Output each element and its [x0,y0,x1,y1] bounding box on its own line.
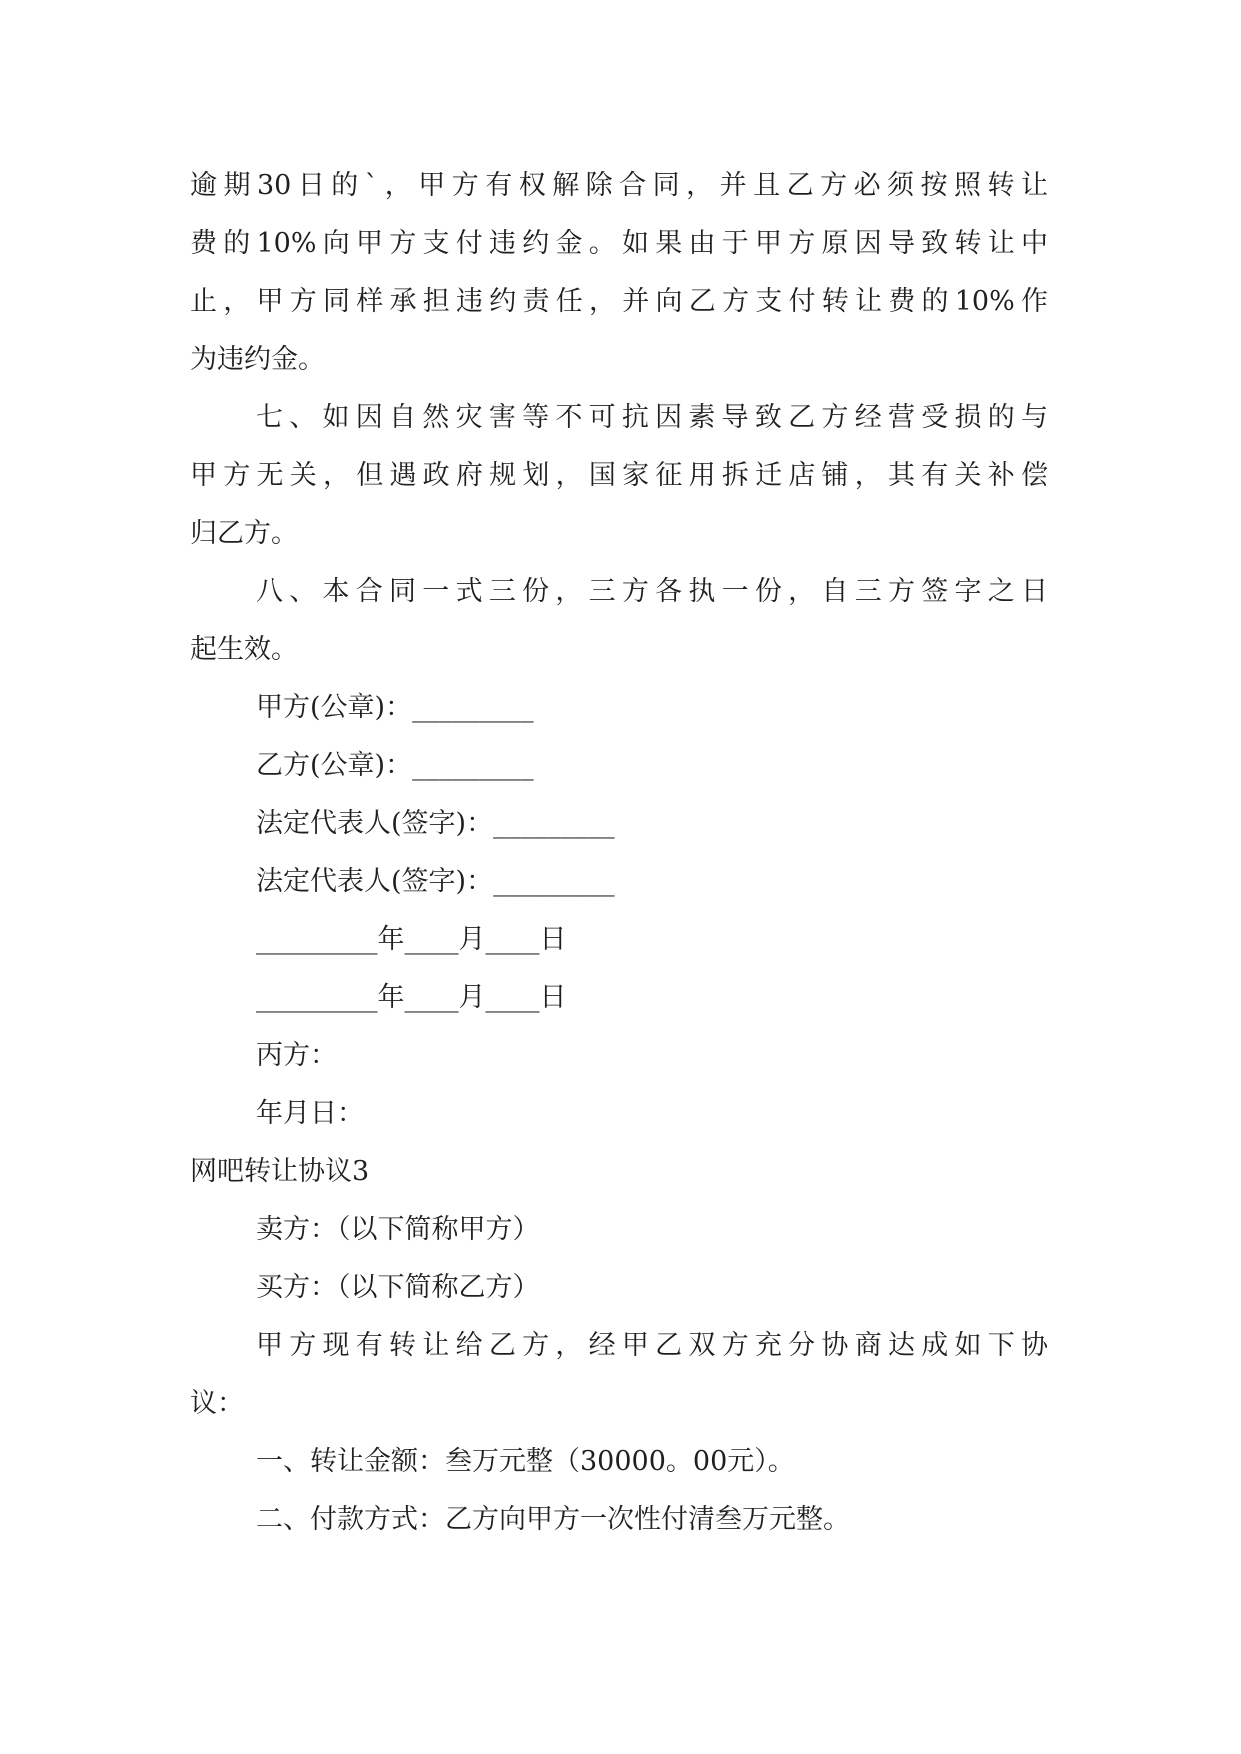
paragraph-line: 止，甲方同样承担违约责任，并向乙方支付转让费的10%作 [190,286,1048,317]
clause-two-line: 二、付款方式：乙方向甲方一次性付清叁万元整。 [256,1504,850,1535]
clause-eight-line: 八、本合同一式三份，三方各执一份，自三方签字之日 [256,576,1048,607]
date-line: _________年____月____日 [256,924,567,955]
buyer-line: 买方：（以下简称乙方） [256,1272,540,1303]
paragraph-line: 归乙方。 [190,518,298,549]
section-title: 网吧转让协议3 [190,1156,370,1187]
paragraph-line: 费的10%向甲方支付违约金。如果由于甲方原因导致转让中 [190,228,1048,259]
seller-line: 卖方：（以下简称甲方） [256,1214,540,1245]
signature-legal-rep: 法定代表人(签字)：_________ [256,808,615,839]
paragraph-line: 议： [190,1388,244,1419]
date-label: 年月日： [256,1098,364,1129]
signature-party-b: 乙方(公章)：_________ [256,750,534,781]
party-c-label: 丙方： [256,1040,337,1071]
clause-one-line: 一、转让金额：叁万元整（30000。00元）。 [256,1446,795,1477]
date-line: _________年____月____日 [256,982,567,1013]
paragraph-line: 逾期30日的`，甲方有权解除合同，并且乙方必须按照转让 [190,170,1048,201]
signature-legal-rep: 法定代表人(签字)：_________ [256,866,615,897]
paragraph-line: 甲方现有转让给乙方，经甲乙双方充分协商达成如下协 [256,1330,1048,1361]
paragraph-line: 为违约金。 [190,344,325,375]
paragraph-line: 起生效。 [190,634,298,665]
paragraph-line: 甲方无关，但遇政府规划，国家征用拆迁店铺，其有关补偿 [190,460,1048,491]
clause-seven-line: 七、如因自然灾害等不可抗因素导致乙方经营受损的与 [256,402,1048,433]
signature-party-a: 甲方(公章)：_________ [256,692,534,723]
